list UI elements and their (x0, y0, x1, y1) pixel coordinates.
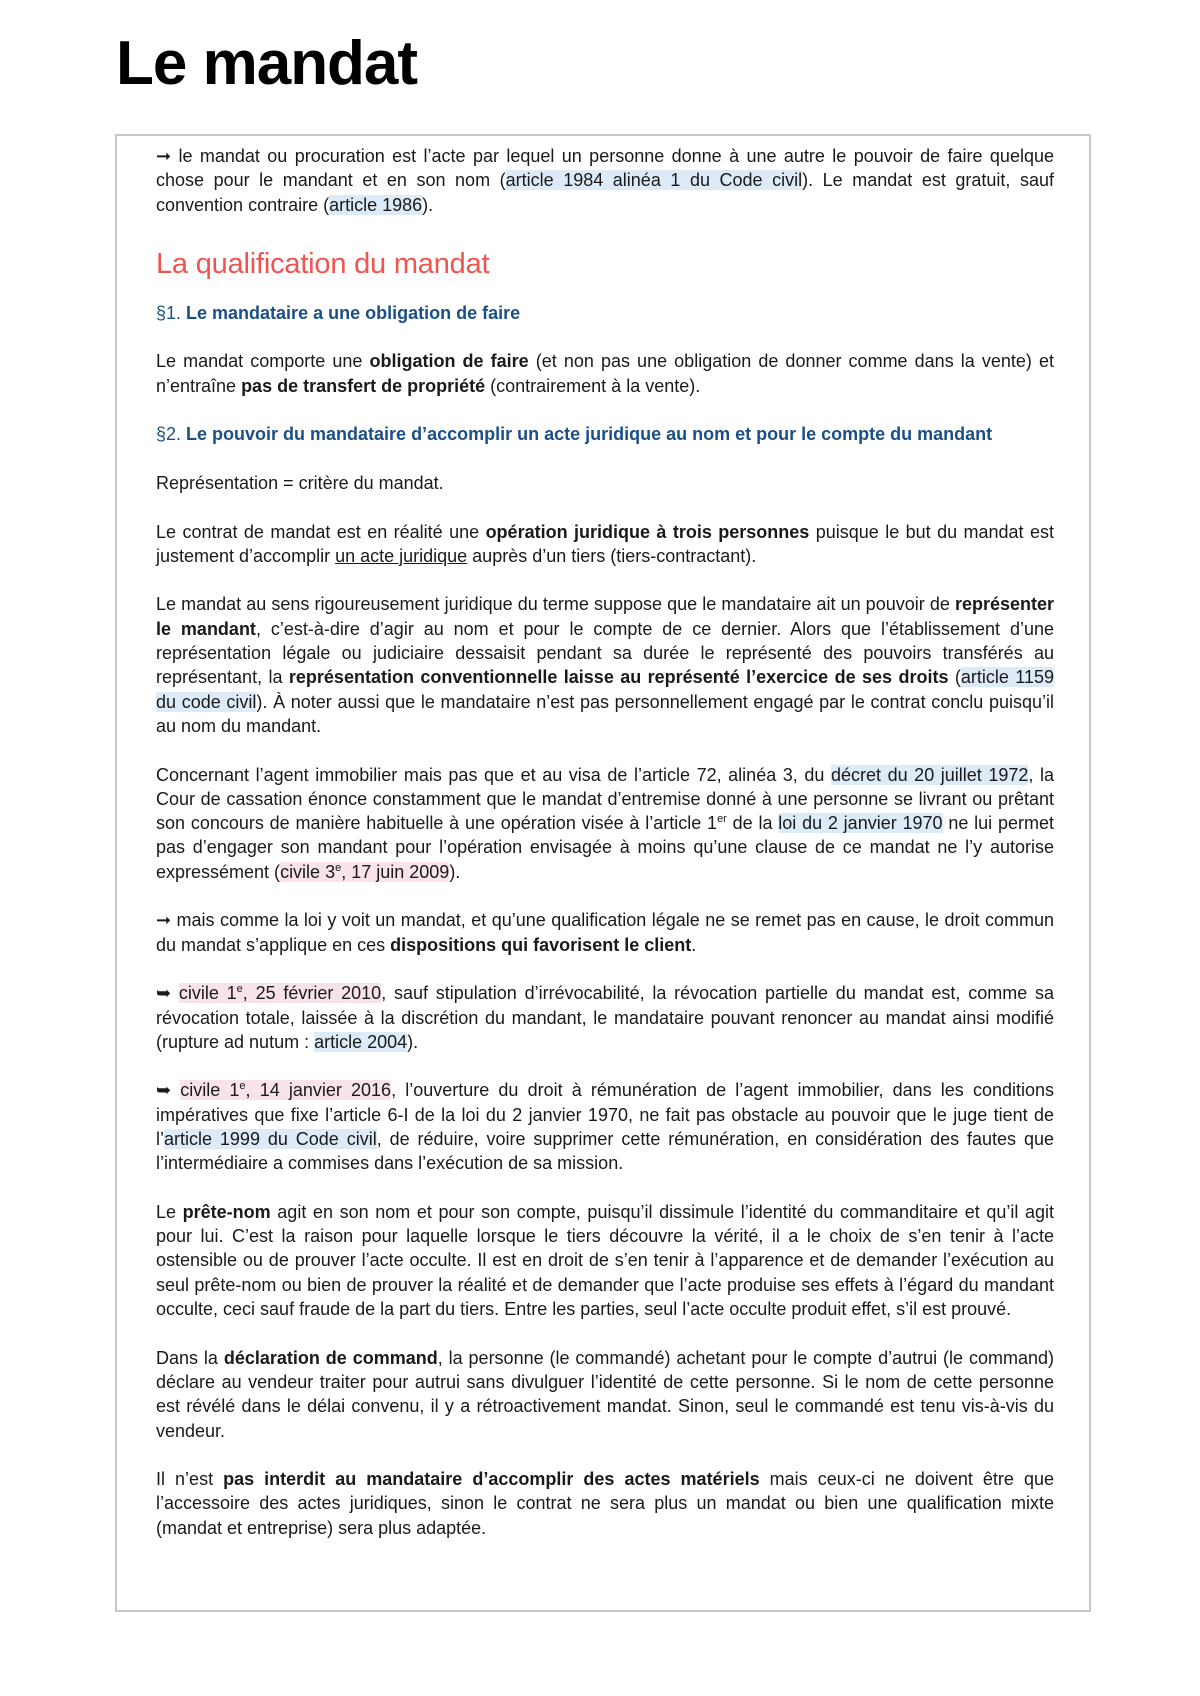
return-arrow-icon: ➥ (156, 1080, 172, 1101)
case-reference[interactable]: civile 1e, 14 janvier 2016 (180, 1080, 392, 1101)
law-reference[interactable]: loi du 2 janvier 1970 (778, 813, 943, 834)
article-reference[interactable]: article 1999 du Code civil (164, 1128, 377, 1149)
law-reference[interactable]: décret du 20 juillet 1972 (830, 764, 1029, 785)
arrow-icon: ➞ (156, 910, 172, 931)
case-reference[interactable]: civile 3e, 17 juin 2009 (280, 861, 450, 882)
article-reference[interactable]: article 1159 du code civil (156, 667, 1054, 712)
paragraph: Il n’est pas interdit au mandataire d’accomplir des actes matériels mais ceux-ci ne doivent être que l’accessoire des actes juridiques, sinon le contrat ne sera plus un mandat ou bien une qualification mixte (mandat et entreprise) sera plus adaptée. (156, 1469, 1054, 1538)
article-reference[interactable]: article 2004 (314, 1031, 408, 1052)
subsection-heading-1: §1. Le mandataire a une obligation de faire (156, 302, 521, 323)
return-arrow-icon: ➥ (156, 983, 172, 1004)
paragraph: ➥ civile 1e, 14 janvier 2016, l’ouverture du droit à rémunération de l’agent immobilier, dans les conditions impératives que fixe l’article 6-I de la loi du 2 janvier 1970, ne fait pas obstacle au pouvoir que le juge tient de l’article 1999 du Code civil, de réduire, voire supprimer cette rémunération, en considération des fautes que l’intermédiaire a commises dans l’exécution de sa mission. (156, 1080, 1054, 1174)
paragraph: ➞ mais comme la loi y voit un mandat, et qu’une qualification légale ne se remet pas en cause, le droit commun du mandat s’applique en ces dispositions qui favorisent le client. (156, 910, 1054, 955)
paragraph: Représentation = critère du mandat. (156, 472, 444, 493)
paragraph: Le contrat de mandat est en réalité une opération juridique à trois personnes puisque le but du mandat est justement d’accomplir un acte juridique auprès d’un tiers (tiers-contractant). (156, 521, 1054, 566)
intro-paragraph: ➞ le mandat ou procuration est l’acte par lequel un personne donne à une autre le pouvoir de faire quelque chose pour le mandant et en son nom (article 1984 alinéa 1 du Code civil). Le mandat est gratuit, sauf convention contraire (article 1986). (156, 146, 1054, 215)
article-reference[interactable]: article 1986 (329, 194, 423, 215)
subsection-heading-2: §2. Le pouvoir du mandataire d’accomplir un acte juridique au nom et pour le compte du mandant (156, 424, 993, 445)
section-heading: La qualification du mandat (156, 247, 490, 280)
page-title: Le mandat (116, 29, 418, 98)
article-reference[interactable]: article 1984 alinéa 1 du Code civil (505, 170, 803, 191)
document-body (156, 144, 1054, 1564)
arrow-icon: ➞ (156, 146, 172, 166)
paragraph: Le prête-nom agit en son nom et pour son compte, puisqu’il dissimule l’identité du commanditaire et qu’il agit pour lui. C’est la raison pour laquelle lorsque le tiers découvre la vérité, il a le choix de s’en tenir à l’acte ostensible ou de prouver l’acte occulte. Il est en droit de s’en tenir à l’apparence et de demander l’exécution au seul prête-nom ou bien de prouver la réalité et de demander que l’acte produise ses effets à l’égard du mandant occulte, ceci sauf fraude de la part du tiers. Entre les parties, seul l’acte occulte produit effet, s’il est prouvé. (156, 1201, 1055, 1320)
paragraph: Le mandat au sens rigoureusement juridique du terme suppose que le mandataire ait un pouvoir de représenter le mandant, c’est-à-dire d’agir au nom et pour le compte de ce dernier. Alors que l’établissement d’une représentation légale ou judiciaire dessaisit pendant sa durée le représenté des pouvoirs transférés au représentant, la représentation conventionnelle laisse au représenté l’exercice de ses droits (article 1159 du code civil). À noter aussi que le mandataire n’est pas personnellement engagé par le contrat conclu puisqu’il au nom du mandant. (156, 594, 1054, 736)
underlined-term: un acte juridique (335, 545, 468, 566)
paragraph: ➥ civile 1e, 25 février 2010, sauf stipulation d’irrévocabilité, la révocation partielle du mandat est, comme sa révocation totale, laissée à la discrétion du mandant, le mandataire pouvant renoncer au mandat ainsi modifié (rupture ad nutum : article 2004). (156, 983, 1054, 1052)
paragraph: Le mandat comporte une obligation de faire (et non pas une obligation de donner comme dans la vente) et n’entraîne pas de transfert de propriété (contrairement à la vente). (156, 351, 1054, 396)
paragraph: Dans la déclaration de command, la personne (le commandé) achetant pour le compte d’autrui (le command) déclare au vendeur traiter pour autrui sans divulguer l’identité de cette personne. Si le nom de cette personne est révélé dans le délai convenu, il y a rétroactivement mandat. Sinon, seul le commandé est tenu vis-à-vis du vendeur. (156, 1347, 1054, 1441)
paragraph: Concernant l’agent immobilier mais pas que et au visa de l’article 72, alinéa 3, du décret du 20 juillet 1972, la Cour de cassation énonce constamment que le mandat d’entremise donné à une personne se livrant ou prêtant son concours de manière habituelle à une opération visée à l’article 1er de la loi du 2 janvier 1970 ne lui permet pas d’engager son mandant pour l’opération envisagée à moins qu’une clause de ce mandat ne l’y autorise expressément (civile 3e, 17 juin 2009). (156, 764, 1055, 882)
case-reference[interactable]: civile 1e, 25 février 2010 (178, 983, 382, 1004)
